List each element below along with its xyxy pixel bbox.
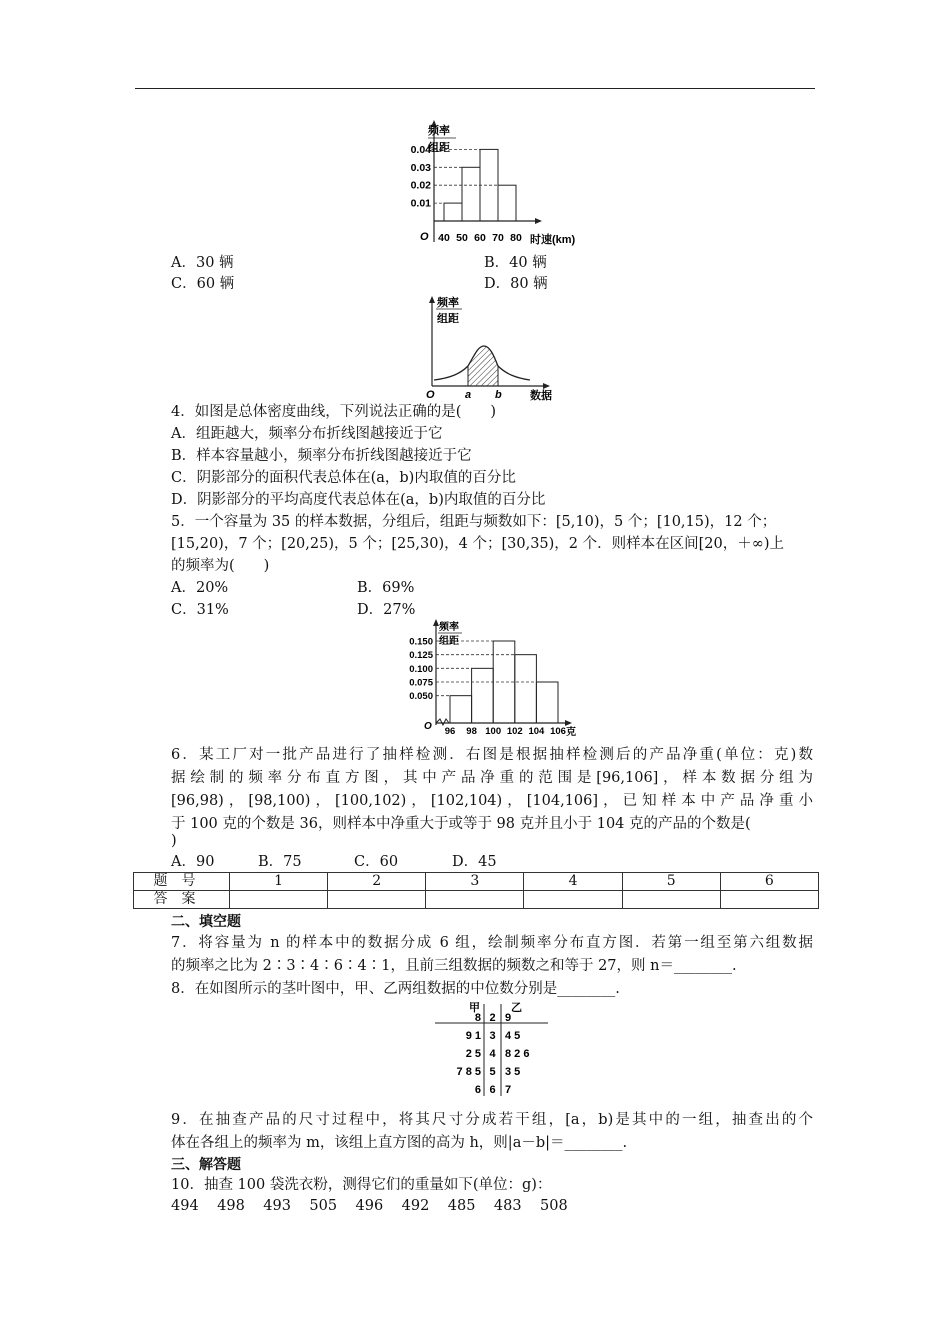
- section-solve-heading: 三、解答题: [171, 1157, 241, 1173]
- stem: 6: [489, 1084, 496, 1096]
- question-number: 4: [524, 873, 622, 891]
- xlabel: 时速(km): [530, 234, 576, 246]
- right-leaves: 9: [505, 1012, 512, 1024]
- y-tick-label: 0.01: [410, 197, 431, 210]
- question-number: 6: [720, 873, 818, 891]
- xlabel: 克: [566, 727, 576, 738]
- q6-line4: 于 100 克的个数是 36，则样本中净重大于或等于 98 克并且小于 104 克的产品的个数是(: [171, 816, 751, 832]
- answer-cell[interactable]: [426, 891, 524, 909]
- shaded-area: [468, 346, 498, 386]
- right-leaves: 7: [505, 1084, 512, 1096]
- x-tick-label: 98: [466, 726, 477, 737]
- q5-line3: 的频率为( ): [171, 558, 270, 574]
- q3-option-c: C．60 辆: [171, 276, 235, 292]
- q10-line1: 10．抽查 100 袋洗衣粉，测得它们的重量如下(单位：g)：: [171, 1177, 552, 1193]
- histogram-bar: [450, 696, 472, 723]
- question-number: 5: [622, 873, 720, 891]
- question-number: 2: [328, 873, 426, 891]
- q8-stem: 8．在如图所示的茎叶图中，甲、乙两组数据的中位数分别是________.: [171, 981, 620, 997]
- y-tick-label: 0.150: [409, 636, 433, 648]
- table-row: [134, 891, 819, 909]
- right-leaves: 3 5: [505, 1066, 521, 1078]
- weight-value: 483: [493, 1198, 522, 1214]
- ylabel-bottom: 组距: [428, 142, 450, 154]
- right-leaves: 4 5: [505, 1030, 521, 1042]
- weight-value: 505: [309, 1198, 338, 1214]
- answer-header: 答案: [134, 891, 230, 909]
- stem: 4: [489, 1048, 496, 1060]
- origin-label: O: [424, 721, 432, 732]
- q6-line5: ): [171, 833, 177, 849]
- stem-leaf-plot: [435, 999, 550, 1101]
- q6-line3: [96,98)，[98,100)，[100,102)，[102,104)，[104,106]，已知样本中产品净重小: [171, 793, 813, 809]
- histogram-bar: [444, 203, 462, 221]
- q6-line2: 据绘制的频率分布直方图，其中产品净重的范围是[96,106]，样本数据分组为: [171, 770, 813, 786]
- stem: 5: [489, 1066, 496, 1078]
- weight-value: 485: [447, 1198, 476, 1214]
- origin-label: O: [426, 389, 435, 401]
- right-title: 乙: [511, 1002, 522, 1014]
- q6-option-c: C．60: [354, 854, 399, 870]
- weight-value: 493: [263, 1198, 291, 1214]
- y-tick-label: 0.04: [410, 143, 431, 156]
- q6-option-b: B．75: [258, 854, 302, 870]
- ylabel-top: 频率: [437, 297, 459, 309]
- x-axis-arrow: [535, 218, 542, 224]
- q3-option-d: D．80 辆: [484, 276, 548, 292]
- left-leaves: 2 5: [465, 1048, 481, 1060]
- q5-option-a: A．20%: [171, 580, 229, 596]
- q3-option-b: B．40 辆: [484, 255, 547, 271]
- weight-value: 496: [355, 1198, 384, 1214]
- histogram-bar: [536, 682, 558, 723]
- ylabel-bottom: 组距: [439, 636, 459, 647]
- y-tick-label: 0.075: [409, 677, 433, 689]
- q6-option-a: A．90: [171, 854, 215, 870]
- weight-value: 498: [217, 1198, 245, 1214]
- answer-cell[interactable]: [328, 891, 426, 909]
- q7-line1: 7．将容量为 n 的样本中的数据分成 6 组，绘制频率分布直方图．若第一组至第六组数据: [171, 935, 813, 951]
- a-label: a: [465, 389, 472, 401]
- answer-cell[interactable]: [230, 891, 328, 909]
- q6-option-d: D．45: [452, 854, 497, 870]
- weight-value: 508: [540, 1198, 568, 1214]
- question-number-header: 题号: [134, 873, 230, 891]
- histogram-bar: [515, 655, 537, 723]
- x-tick-label: 70: [492, 232, 504, 244]
- answer-table: [133, 872, 819, 909]
- left-leaves: 8: [474, 1012, 481, 1024]
- x-tick-label: 100: [485, 726, 502, 737]
- q6-line1: 6．某工厂对一批产品进行了抽样检测．右图是根据抽样检测后的产品净重(单位：克)数: [171, 747, 813, 763]
- q9-line1: 9．在抽查产品的尺寸过程中，将其尺寸分成若干组，[a，b)是其中的一组，抽查出的个: [171, 1112, 813, 1128]
- stem: 2: [489, 1012, 496, 1024]
- weight-value: 494: [171, 1198, 199, 1214]
- speed-histogram: [392, 118, 592, 250]
- q4-stem: 4．如图是总体密度曲线，下列说法正确的是( ): [171, 404, 497, 420]
- y-tick-label: 0.125: [409, 650, 433, 662]
- q3-option-a: A．30 辆: [171, 255, 234, 271]
- y-tick-label: 0.100: [409, 663, 433, 675]
- q5-option-c: C．31%: [171, 602, 229, 618]
- section-fill-in-heading: 二、填空题: [171, 914, 241, 930]
- ylabel-bottom: 组距: [437, 313, 459, 325]
- histogram-bar: [498, 185, 516, 221]
- question-number: 1: [230, 873, 328, 891]
- q4-option-b: B．样本容量越小，频率分布折线图越接近于它: [171, 448, 472, 464]
- q4-option-d: D．阴影部分的平均高度代表总体在(a，b)内取值的百分比: [171, 492, 546, 508]
- q9-line2: 体在各组上的频率为 m，该组上直方图的高为 h，则|a－b|＝________.: [171, 1135, 628, 1151]
- weight-histogram: [398, 617, 584, 739]
- x-tick-label: 50: [456, 232, 468, 244]
- x-tick-label: 102: [506, 726, 523, 737]
- x-tick-label: 106: [550, 726, 566, 737]
- y-tick-label: 0.050: [409, 691, 433, 703]
- stem: 3: [489, 1030, 496, 1042]
- origin-label: O: [420, 231, 429, 243]
- left-leaves: 7 8 5: [456, 1066, 481, 1078]
- y-tick-label: 0.02: [410, 179, 431, 192]
- answer-cell[interactable]: [720, 891, 818, 909]
- density-curve-figure: [420, 294, 560, 402]
- header-rule: [135, 88, 815, 89]
- weight-value: 492: [401, 1198, 430, 1214]
- answer-cell[interactable]: [524, 891, 622, 909]
- table-row: [134, 873, 819, 891]
- x-tick-label: 104: [528, 726, 545, 737]
- b-label: b: [495, 389, 502, 401]
- q5-option-d: D．27%: [357, 602, 416, 618]
- question-number: 3: [426, 873, 524, 891]
- q4-option-a: A．组距越大，频率分布折线图越接近于它: [171, 426, 443, 442]
- left-title: 甲: [469, 1002, 480, 1014]
- histogram-bar: [472, 668, 494, 723]
- left-leaves: 9 1: [465, 1030, 481, 1042]
- histogram-bar: [462, 167, 480, 221]
- q5-line2: [15,20)，7 个；[20,25)，5 个；[25,30)，4 个；[30,35)，2 个．则样本在区间[20，＋∞)上: [171, 536, 784, 552]
- x-tick-label: 80: [510, 232, 522, 244]
- x-tick-label: 40: [438, 232, 450, 244]
- right-leaves: 8 2 6: [505, 1048, 530, 1060]
- xlabel: 数据: [530, 390, 552, 402]
- q5-option-b: B．69%: [357, 580, 415, 596]
- ylabel-top: 频率: [439, 622, 459, 633]
- q5-line1: 5．一个容量为 35 的样本数据，分组后，组距与频数如下：[5,10)，5 个；[10,15)，12 个；: [171, 514, 777, 530]
- left-leaves: 6: [474, 1084, 481, 1096]
- q10-values: [171, 1196, 568, 1217]
- x-tick-label: 96: [444, 726, 456, 737]
- q4-option-c: C．阴影部分的面积代表总体在(a，b)内取值的百分比: [171, 470, 516, 486]
- y-tick-label: 0.03: [410, 161, 431, 174]
- q7-line2: 的频率之比为 2∶3∶4∶6∶4∶1，且前三组数据的频数之和等于 27，则 n＝________.: [171, 958, 737, 974]
- x-tick-label: 60: [474, 232, 486, 244]
- answer-cell[interactable]: [622, 891, 720, 909]
- ylabel-top: 频率: [428, 125, 450, 137]
